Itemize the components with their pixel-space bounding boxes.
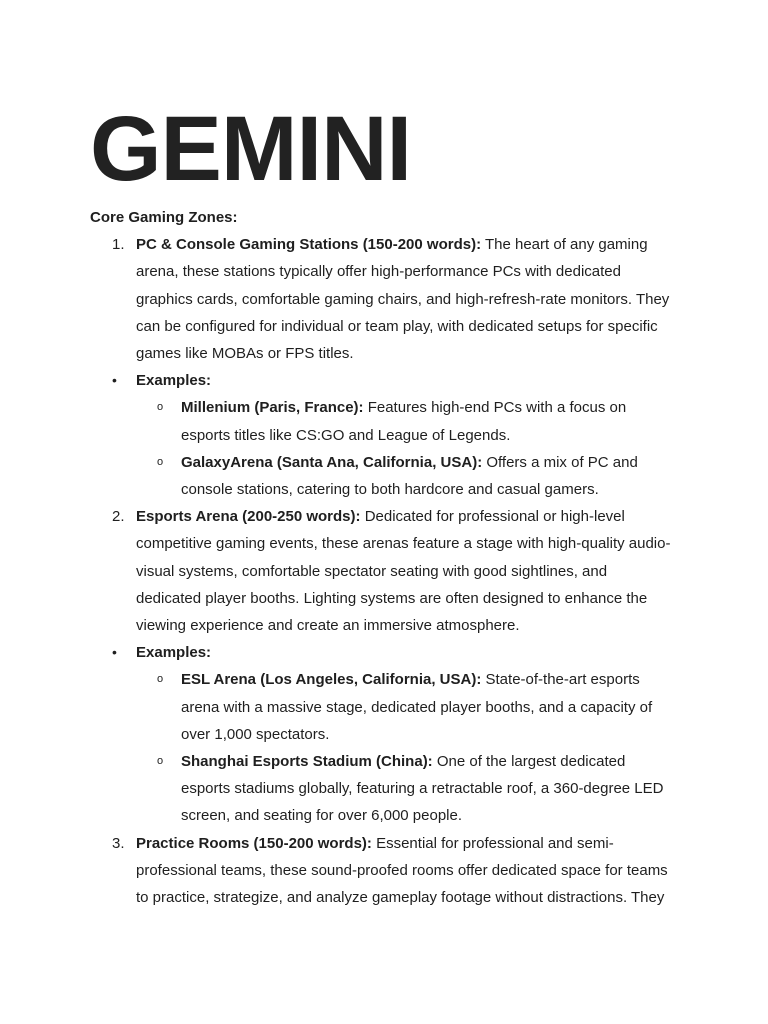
example-name: GalaxyArena (Santa Ana, California, USA):: [181, 453, 483, 471]
sub-bullet-item: [0, 748, 768, 830]
numbered-item: [0, 503, 768, 639]
section-heading: Core Gaming Zones:: [90, 209, 238, 226]
bullet-item: [0, 639, 768, 666]
numbered-item: [0, 231, 768, 367]
circle-bullet-icon: o: [157, 401, 164, 414]
bullet-icon: •: [112, 644, 117, 661]
circle-bullet-icon: o: [157, 755, 164, 768]
item-heading: Esports Arena (200-250 words):: [136, 508, 361, 526]
sub-bullet-item: [0, 449, 768, 503]
item-description: Essential for professional and semi-professional teams, these sound-proofed rooms offer dedicated space for teams to practice, strategize, and analyze gameplay footage without distractions. They: [136, 834, 668, 907]
bullet-icon: •: [112, 372, 117, 389]
example-description: Features high-end PCs with a focus on esports titles like CS:GO and League of Legends.: [181, 399, 627, 444]
document-title: GEMINI: [90, 98, 412, 200]
item-description: Dedicated for professional or high-level competitive gaming events, these arenas feature a stage with high-quality audio-visual systems, comfortable spectator seating with good sightlines, and dedicated player booths. Lighting systems are often designed to enhance the viewing experience and create an immersive atmosphere.: [136, 508, 671, 635]
example-text: [181, 394, 673, 448]
list-number: 3.: [112, 834, 125, 852]
sub-bullet-item: [0, 394, 768, 448]
examples-label: Examples:: [136, 372, 212, 390]
numbered-item: [0, 830, 768, 912]
example-name: ESL Arena (Los Angeles, California, USA):: [181, 671, 482, 689]
item-description: The heart of any gaming arena, these stations typically offer high-performance PCs with dedicated graphics cards, comfortable gaming chairs, and high-refresh-rate monitors. They can be configured for individual or team play, with dedicated setups for specific games like MOBAs or FPS titles.: [136, 236, 670, 363]
example-text: [181, 748, 673, 830]
example-name: Millenium (Paris, France):: [181, 399, 364, 417]
bullet-item: [0, 367, 768, 394]
example-text: [181, 449, 673, 503]
item-heading: PC & Console Gaming Stations (150-200 words):: [136, 236, 482, 254]
example-description: State-of-the-art esports arena with a massive stage, dedicated player booths, and a capacity of over 1,000 spectators.: [181, 671, 653, 743]
document-body: [0, 204, 768, 911]
sub-bullet-item: [0, 666, 768, 748]
circle-bullet-icon: o: [157, 455, 164, 468]
examples-label: Examples:: [136, 644, 212, 662]
item-text: [136, 503, 676, 639]
item-text: [136, 231, 676, 367]
example-text: [181, 666, 673, 748]
list-number: 1.: [112, 236, 125, 254]
circle-bullet-icon: o: [157, 673, 164, 686]
example-name: Shanghai Esports Stadium (China):: [181, 753, 433, 771]
example-description: Offers a mix of PC and console stations, catering to both hardcore and casual gamers.: [181, 453, 638, 499]
list-number: 2.: [112, 508, 125, 526]
item-heading: Practice Rooms (150-200 words):: [136, 834, 372, 852]
item-text: [136, 830, 676, 912]
example-description: One of the largest dedicated esports stadiums globally, featuring a retractable roof, a 360-degree LED screen, and seating for over 6,000 people.: [181, 753, 664, 825]
